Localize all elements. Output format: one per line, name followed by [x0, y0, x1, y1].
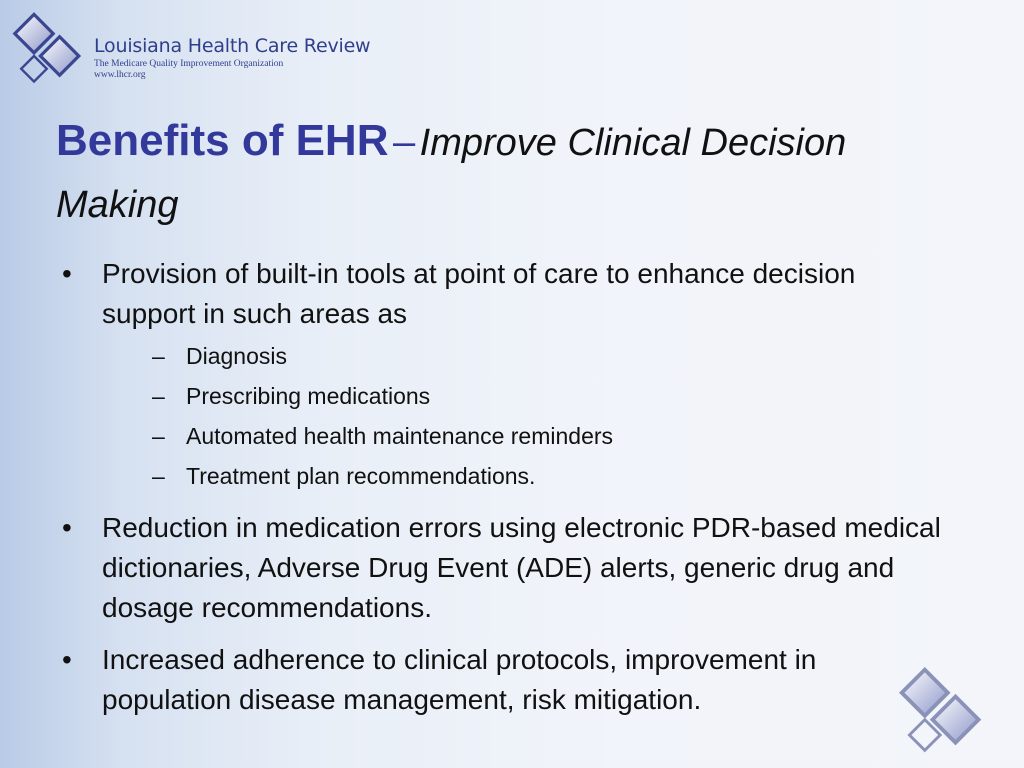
sub-dash: – [152, 423, 165, 449]
sub-item-text: Prescribing medications [186, 383, 431, 409]
organization-header [94, 36, 370, 81]
title-main: Benefits of EHR [56, 116, 389, 165]
sub-dash: – [152, 463, 165, 489]
bullet-text: Reduction in medication errors using electronic PDR-based medical dictionaries, Adverse Drug Event (ADE) alerts, generic drug and dosage recommendations. [102, 512, 941, 623]
sub-item [102, 416, 952, 456]
sub-item [102, 456, 952, 496]
sub-item [102, 376, 952, 416]
bullet-dot: • [62, 512, 72, 543]
bullet-item [62, 254, 962, 496]
sub-item-text: Automated health maintenance reminders [186, 423, 614, 449]
sub-item [102, 336, 952, 376]
sub-item-text: Treatment plan recommendations. [186, 463, 536, 489]
sub-item-text: Diagnosis [186, 343, 287, 369]
lhcr-logo-icon [10, 8, 90, 88]
org-name: Louisiana Health Care Review [94, 35, 371, 57]
bullet-item [62, 508, 962, 628]
bullet-text: Provision of built-in tools at point of care to enhance decision support in such areas as [102, 258, 856, 329]
org-url: www.lhcr.org [94, 70, 146, 80]
lhcr-logo-icon [896, 662, 992, 758]
slide-title [56, 114, 936, 240]
bullet-item [62, 640, 962, 720]
bullet-text: Increased adherence to clinical protocols, improvement in population disease management, risk mitigation. [102, 644, 817, 715]
org-subtitle: The Medicare Quality Improvement Organization [94, 59, 284, 69]
sub-dash: – [152, 343, 165, 369]
slide-content [62, 254, 962, 732]
sub-dash: – [152, 383, 165, 409]
bullet-dot: • [62, 258, 72, 289]
bullet-dot: • [62, 644, 72, 675]
title-subtitle: Improve Clinical Decision Making [56, 122, 847, 226]
title-dash: – [392, 120, 416, 164]
